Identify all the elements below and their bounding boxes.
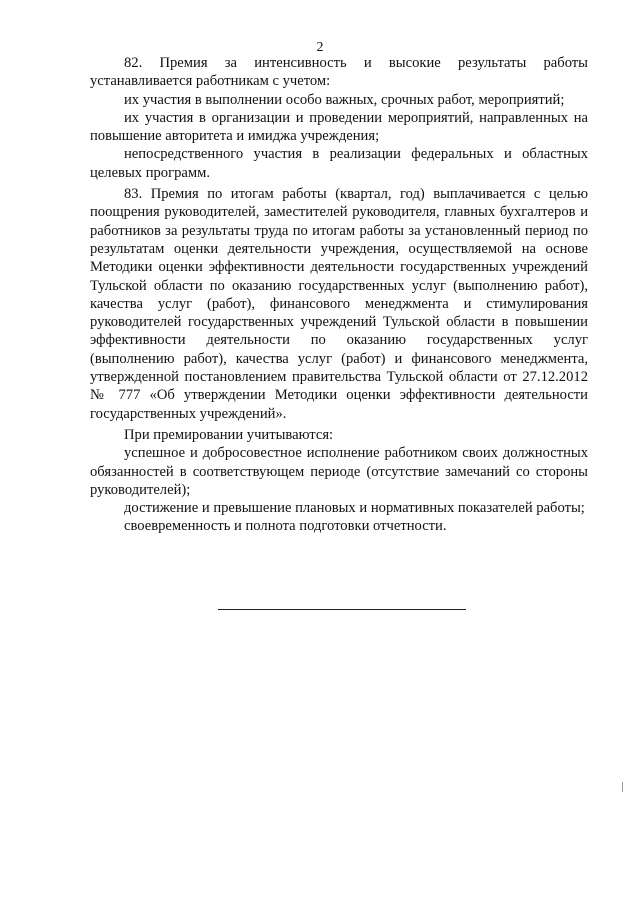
end-of-text-divider: [218, 609, 466, 610]
paragraph-83: 83. Премия по итогам работы (квартал, год) выплачивается с целью поощрения руководителей, заместителей руководителя, главных бухгалтеров и работников за результаты труда по итогам работы за установленный период по результатам оценки деятельности учреждения, осуществляемой на основе Методики оценки эффективности деятельности государственных учреждений Тульской области по оказанию государственных услуг (выполнению работ), качества услуг (работ), финансового менеджмента и стимулирования руководителей государственных учреждений Тульской области в повышении эффективности деятельности по оказанию государственных услуг (выполнению работ), качества услуг (работ) и финансового менеджмента, утвержденной постановлением правительства Тульской области от 27.12.2012 № 777 «Об утверждении Методики оценки эффективности деятельности государственных учреждений».: [90, 186, 588, 422]
paragraph-criteria-item-2: достижение и превышение плановых и нормативных показателей работы;: [124, 500, 585, 517]
paragraph-82-item-3: непосредственного участия в реализации федеральных и областных целевых программ.: [90, 146, 588, 181]
paragraph-criteria-item-1: успешное и добросовестное исполнение работником своих должностных обязанностей в соответствующем периоде (отсутствие замечаний со стороны руководителей);: [90, 445, 588, 498]
scan-artifact: [622, 782, 623, 792]
page-number: 2: [316, 40, 324, 55]
paragraph-bonus-criteria-intro: При премировании учитываются:: [124, 426, 334, 443]
paragraph-criteria-item-3: своевременность и полнота подготовки отчетности.: [124, 518, 447, 535]
document-body: [90, 54, 588, 536]
paragraph-82-item-2: их участия в организации и проведении мероприятий, направленных на повышение авторитета и имиджа учреждения;: [90, 109, 588, 145]
paragraph-82-item-1: их участия в выполнении особо важных, срочных работ, мероприятий;: [124, 91, 565, 108]
paragraph-82-intro: 82. Премия за интенсивность и высокие результаты работы устанавливается работникам с учетом:: [90, 55, 588, 90]
